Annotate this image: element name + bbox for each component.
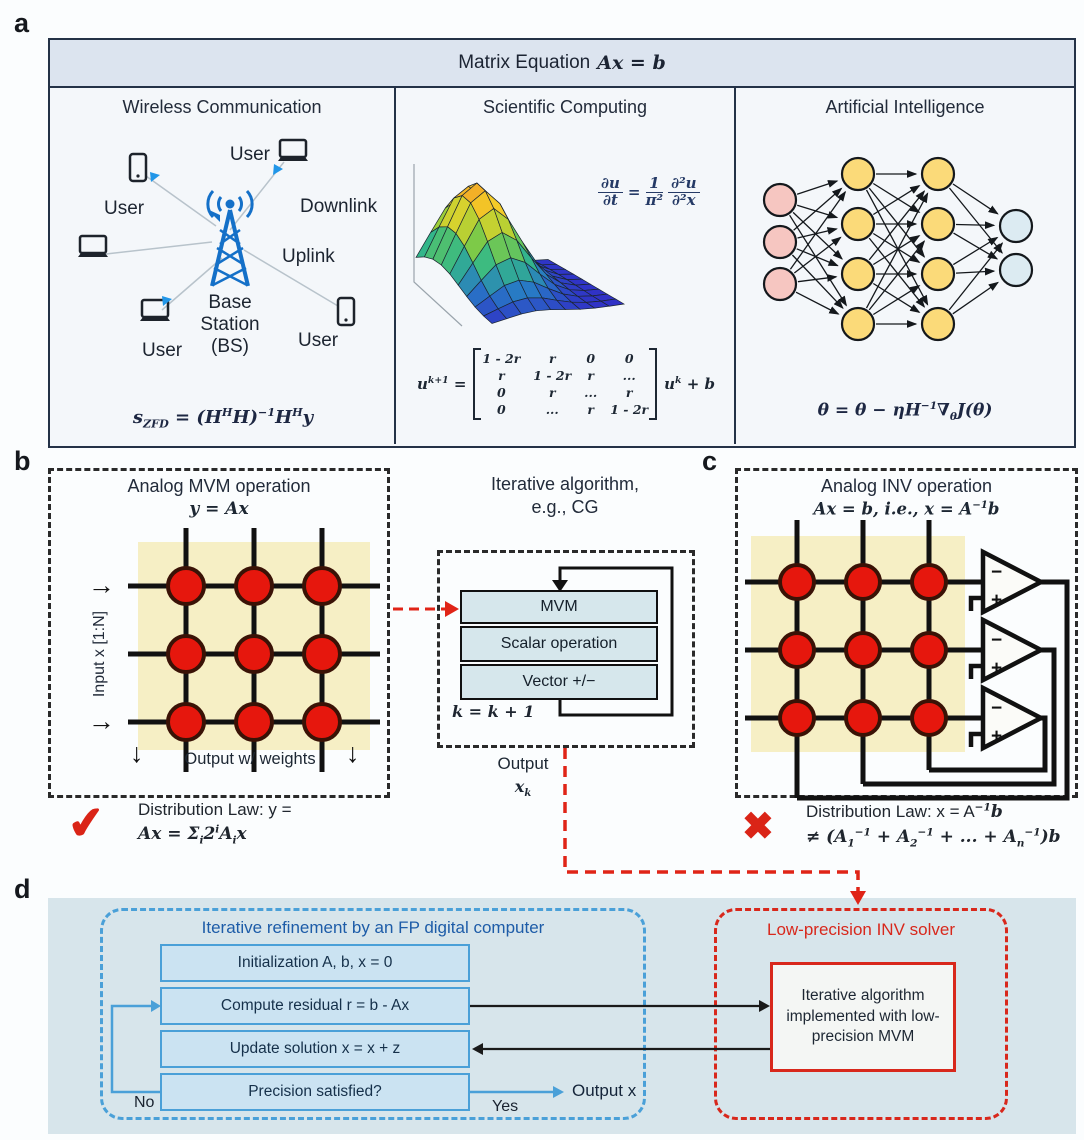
law-part: + ... + A <box>933 826 1017 847</box>
yes-label: Yes <box>492 1098 519 1115</box>
output-x-label: Output x <box>572 1081 637 1100</box>
header-math: Ax = b <box>597 52 666 74</box>
base-station-icon <box>207 191 252 286</box>
matrix-cell: ... <box>584 385 598 400</box>
matrix-cell: r <box>548 351 556 366</box>
matrix-cell: 0 <box>624 351 634 366</box>
nn-node <box>842 158 874 190</box>
nn-node <box>764 184 796 216</box>
zfd-formula <box>50 406 396 431</box>
uplink-label: Uplink <box>282 246 335 267</box>
svg-text:−: − <box>991 630 1003 651</box>
nn-node <box>922 158 954 190</box>
wireless-scene <box>50 118 396 404</box>
law-line: Distribution Law: y = <box>138 800 292 819</box>
crossbar-array-inv <box>745 514 1077 810</box>
svg-text:+: + <box>991 658 1003 679</box>
law-part: Distribution Law: x = A <box>806 802 975 821</box>
compute-residual-step: Compute residual r = b - Ax <box>160 987 470 1025</box>
nn-edge <box>956 271 994 273</box>
panel-d <box>48 898 1076 1134</box>
pde-num: 1 <box>646 176 662 193</box>
user-label: User <box>142 340 183 361</box>
output-xk-label: $x_k$ <box>514 777 532 800</box>
nn-edge <box>794 237 840 273</box>
law-part: )b <box>1040 826 1061 847</box>
precision-check-step: Precision satisfied? <box>160 1073 470 1111</box>
user-label: User <box>229 144 270 165</box>
nn-node <box>764 226 796 258</box>
law-part: 2 <box>910 837 918 850</box>
law-part: −1 <box>1024 826 1041 839</box>
nn-edge <box>954 233 998 259</box>
mvm-title: Analog MVM operation <box>127 476 311 496</box>
scientific-title: Scientific Computing <box>482 97 648 117</box>
svg-text:−: − <box>991 562 1003 583</box>
ai-title: Artificial Intelligence <box>825 97 985 117</box>
neural-network <box>744 128 1064 358</box>
panel-c-label: c <box>702 446 718 476</box>
user-label: User <box>298 330 339 351</box>
matrix-cell: ... <box>545 402 559 417</box>
refinement-title: Iterative refinement by an FP digital computer <box>201 918 545 937</box>
laptop-icon <box>278 140 308 161</box>
pde-num: ∂u <box>598 176 623 193</box>
nn-node <box>1000 254 1032 286</box>
scientific-computing-panel <box>396 88 736 444</box>
law-part: Ax = Σ <box>138 823 200 844</box>
matrix-rhs: $u^k + b$ <box>664 375 715 393</box>
law-part: −1 <box>854 826 871 839</box>
header-text: Matrix Equation <box>458 52 591 73</box>
input-arrow-icon: → <box>88 706 115 736</box>
output-arrow-icon: ↓ <box>130 738 144 768</box>
law-line <box>138 822 406 848</box>
matrix-cell: r <box>587 368 594 383</box>
wireless-title: Wireless Communication <box>122 97 322 117</box>
matrix-equation-header <box>50 40 1074 88</box>
svg-text:+: + <box>991 726 1003 747</box>
formula-part: ∇ <box>937 400 950 421</box>
inv-distribution-law <box>806 800 1078 851</box>
nn-node <box>842 258 874 290</box>
nn-node <box>922 208 954 240</box>
nn-edge <box>949 188 1002 253</box>
law-part: i <box>199 834 204 847</box>
matrix-cell: ... <box>622 368 636 383</box>
opamp-icons <box>971 552 1041 748</box>
nn-edge <box>873 236 919 265</box>
nn-edge <box>867 193 928 308</box>
formula-part: y <box>302 407 314 428</box>
pde-equation <box>598 176 700 209</box>
output-label: Output <box>497 754 549 773</box>
newton-formula <box>736 400 1074 423</box>
matrix-cell: r <box>498 368 505 383</box>
input-label: Input x [1:N] <box>91 610 108 698</box>
nn-node <box>922 258 954 290</box>
solver-algorithm-box: Iterative algorithm implemented with low-precision MVM <box>770 962 956 1072</box>
base-station-label: (BS) <box>211 336 249 357</box>
initialization-step: Initialization A, b, x = 0 <box>160 944 470 982</box>
output-arrow-icon: ↓ <box>346 738 360 768</box>
law-part: i <box>215 823 220 836</box>
crossbar-array-mvm <box>128 528 380 780</box>
inv-title: Analog INV operation <box>820 476 993 496</box>
solver-title: Low-precision INV solver <box>766 920 955 939</box>
formula-part: H <box>275 407 293 428</box>
pde-eq: = <box>627 183 641 202</box>
wireless-communication-panel <box>50 88 396 444</box>
formula-part: θ = θ − ηH <box>817 400 921 421</box>
law-line <box>806 800 1078 825</box>
law-part: x <box>236 823 247 844</box>
formula-part: = (H <box>168 407 222 428</box>
memristor-cells <box>780 565 946 735</box>
panel-b-label: b <box>14 446 31 476</box>
matrix-cell: 0 <box>586 351 596 366</box>
law-part: A <box>219 823 233 844</box>
matrix-cell: 1 - 2r <box>610 402 649 417</box>
laptop-icon <box>78 236 108 257</box>
nn-edge <box>873 284 919 313</box>
nn-edge <box>953 238 997 265</box>
downlink-label: Downlink <box>300 196 378 217</box>
nn-edge <box>797 181 837 194</box>
law-part: 1 <box>847 837 855 850</box>
iterative-title-line2: e.g., CG <box>531 497 599 517</box>
panel-a-label: a <box>14 8 30 38</box>
nn-edge <box>794 189 842 231</box>
law-line <box>806 825 1078 851</box>
cross-icon: ✖ <box>742 806 774 848</box>
matrix-lhs: $u^{k+1}$ = <box>417 375 467 393</box>
nn-edge <box>798 229 837 238</box>
law-part: b <box>990 802 1003 822</box>
user-label: User <box>104 198 145 219</box>
formula-part: −1 <box>257 406 276 419</box>
formula-part: H <box>221 406 233 419</box>
nn-edge <box>873 234 919 263</box>
law-part: + A <box>870 826 911 847</box>
vector-step: Vector +/− <box>460 664 658 700</box>
iterative-title-line1: Iterative algorithm, <box>490 474 640 494</box>
pde-den: π² <box>645 190 664 209</box>
nn-edge <box>953 283 998 314</box>
nn-edge <box>953 184 998 214</box>
nn-edge <box>949 243 1002 310</box>
law-part: i <box>232 834 237 847</box>
law-part: 2 <box>203 823 216 844</box>
update-solution-step: Update solution x = x + z <box>160 1030 470 1068</box>
nn-node <box>922 308 954 340</box>
matrix-grid <box>482 351 648 417</box>
phone-icon <box>130 154 146 181</box>
pde-den: ∂²x <box>672 190 696 209</box>
nn-node <box>764 268 796 300</box>
surface-plot <box>402 130 637 342</box>
base-station-label: Station <box>200 314 260 335</box>
nn-node <box>1000 210 1032 242</box>
pde-num: ∂²u <box>668 176 700 193</box>
input-arrow-icon: → <box>88 570 115 600</box>
signal-arrow-icon <box>150 164 283 306</box>
panel-d-label: d <box>14 874 31 904</box>
memristor-cells <box>168 568 340 740</box>
matrix-bracket <box>473 348 657 420</box>
matrix-cell: r <box>548 385 556 400</box>
scalar-operation-step: Scalar operation <box>460 626 658 662</box>
law-part: −1 <box>917 826 934 839</box>
no-label: No <box>134 1094 155 1111</box>
matrix-cell: 0 <box>497 385 506 400</box>
phone-icon <box>338 298 354 325</box>
fraction <box>598 176 623 209</box>
nn-edge <box>867 190 928 305</box>
law-part: n <box>1016 837 1025 850</box>
nn-edge <box>956 225 994 226</box>
formula-part: θ <box>949 411 957 424</box>
nn-edge <box>796 292 838 314</box>
artificial-intelligence-panel <box>736 88 1074 444</box>
output-weights-label: Output w/ weights <box>184 750 316 768</box>
nn-edge <box>873 286 919 315</box>
nn-edge <box>873 184 919 213</box>
check-icon: ✔ <box>65 797 108 850</box>
iteration-counter: k = k + 1 <box>452 702 535 721</box>
inv-subtitle: Ax = b, i.e., $x = A^{-1}b$ <box>813 499 1000 519</box>
nn-node <box>842 308 874 340</box>
formula-part: H <box>292 406 303 419</box>
formula-part: −1 <box>920 400 938 412</box>
matrix-cell: 0 <box>497 402 506 417</box>
law-part: −1 <box>974 801 991 814</box>
mvm-distribution-law <box>138 798 406 848</box>
nn-edge <box>873 186 919 215</box>
law-part: ≠ (A <box>806 826 848 847</box>
matrix-cell: r <box>587 402 594 417</box>
nn-edge <box>793 212 842 259</box>
panel-a <box>48 38 1076 448</box>
loop-arrow <box>437 550 695 748</box>
fraction <box>646 176 664 209</box>
formula-part: J(θ) <box>956 400 993 421</box>
fraction <box>668 176 700 209</box>
matrix-cell: 1 - 2r <box>533 368 572 383</box>
svg-text:+: + <box>991 590 1003 611</box>
mvm-step: MVM <box>460 590 658 624</box>
matrix-cell: r <box>625 385 633 400</box>
formula-part: s <box>132 407 143 428</box>
mvm-subtitle: y = Ax <box>189 499 249 519</box>
base-station-label: Base <box>208 292 252 313</box>
nn-node <box>842 208 874 240</box>
svg-text:−: − <box>991 698 1003 719</box>
fdm-matrix-equation <box>396 348 736 420</box>
matrix-cell: 1 - 2r <box>482 351 521 366</box>
pde-den: ∂t <box>602 190 618 209</box>
formula-part: H) <box>232 407 258 428</box>
formula-part: ZFD <box>143 417 169 431</box>
